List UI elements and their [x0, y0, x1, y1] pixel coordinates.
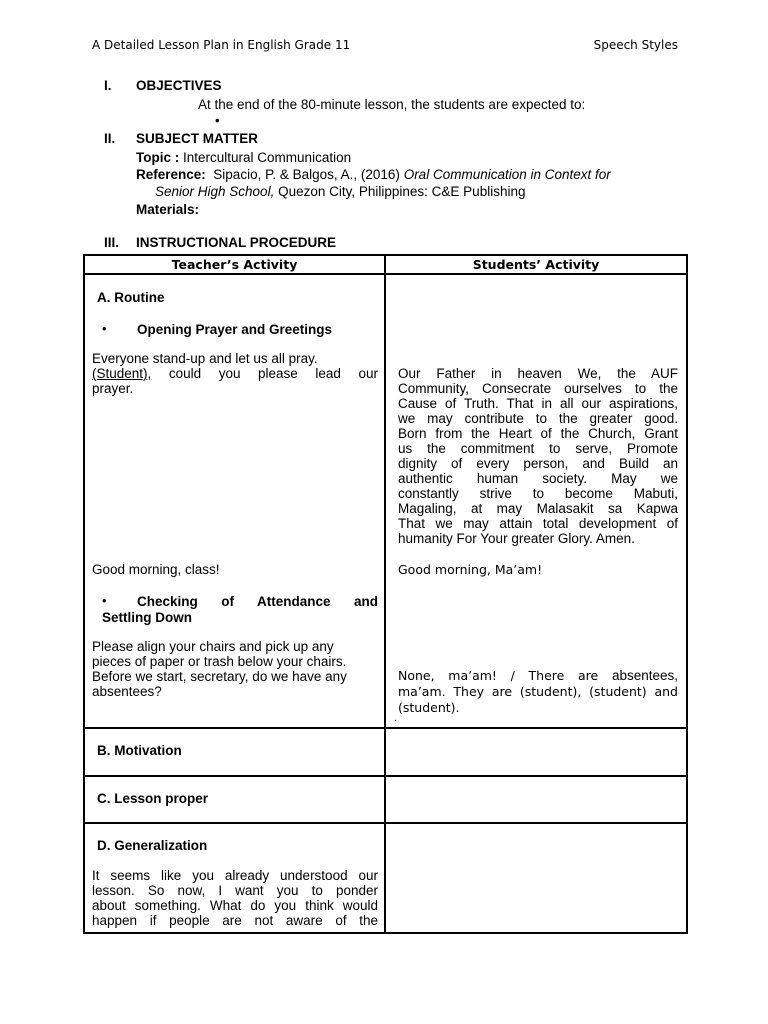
generalization-line: lesson. So now, I want you to ponder: [92, 883, 378, 898]
motivation-heading: B. Motivation: [97, 743, 182, 758]
objectives-bullet: •: [215, 113, 220, 128]
reference-line-2: [155, 183, 525, 200]
student-attendance-line-2: ma’am. They are (student), (student) and: [398, 684, 678, 699]
generalization-heading: D. Generalization: [97, 838, 208, 853]
teacher-attendance-line-3: Before we start, secretary, do we have any: [92, 669, 347, 684]
lesson-proper-student-cell: [385, 776, 687, 823]
student-attendance-line-3: (student).: [398, 700, 460, 715]
subject-matter-numeral: II.: [104, 131, 116, 146]
document-header-topic: Speech Styles: [593, 38, 678, 52]
student-prayer-line: we may contribute to the greater good.: [398, 411, 678, 426]
objectives-numeral: I.: [104, 78, 112, 93]
teacher-prayer-line-2: (Student), could you please lead our: [92, 366, 378, 381]
student-prayer-line: Cause of Truth. That in all our aspirations,: [398, 396, 678, 411]
motivation-student-cell: [385, 728, 687, 776]
generalization-line: happen if people are not aware of the: [92, 913, 378, 928]
student-prayer-line: Community, Consecrate ourselves to the: [398, 381, 678, 396]
student-placeholder: (Student),: [92, 366, 152, 381]
objectives-text: At the end of the 80-minute lesson, the students are expected to:: [198, 97, 586, 112]
generalization-row: [84, 823, 687, 933]
student-prayer-line: dignity of every person, and Build an: [398, 456, 678, 471]
teacher-attendance-line-1: Please align your chairs and pick up any: [92, 639, 334, 654]
teacher-attendance-line-2: pieces of paper or trash below your chairs.: [92, 654, 347, 669]
routine-heading: A. Routine: [97, 290, 165, 305]
bullet-icon: •: [102, 593, 107, 608]
attendance-heading-line-2: Settling Down: [102, 610, 192, 625]
prayer-heading: Opening Prayer and Greetings: [137, 322, 333, 337]
routine-teacher-cell: [84, 274, 385, 728]
motivation-teacher-cell: [84, 728, 385, 776]
bullet-icon: •: [102, 321, 107, 336]
materials-label: Materials:: [136, 202, 200, 217]
lesson-proper-row: [84, 776, 687, 823]
attendance-heading-line-1: Checking of Attendance and: [137, 594, 378, 609]
reference-title-part-2: Senior High School,: [155, 184, 275, 199]
lesson-proper-teacher-cell: [84, 776, 385, 823]
topic-label: Topic :: [136, 150, 180, 165]
student-prayer-line: constantly strive to become Mabuti,: [398, 486, 678, 501]
student-prayer-line: That we may attain total development of: [398, 516, 678, 531]
lesson-proper-heading: C. Lesson proper: [97, 791, 209, 806]
reference-publisher: Quezon City, Philippines: C&E Publishing: [278, 184, 526, 199]
generalization-line: It seems like you already understood our: [92, 868, 378, 883]
student-prayer-line: authentic human society. May we: [398, 471, 678, 486]
generalization-teacher-cell: [84, 823, 385, 933]
motivation-row: [84, 728, 687, 776]
student-attendance-line-1: None, ma’am! / There are absentees,: [398, 668, 678, 683]
procedure-heading: INSTRUCTIONAL PROCEDURE: [136, 235, 337, 250]
routine-student-cell: [385, 274, 687, 728]
routine-row: [84, 274, 687, 728]
subject-matter-heading: SUBJECT MATTER: [136, 131, 259, 146]
students-activity-header: Students’ Activity: [385, 255, 687, 274]
student-prayer-line: Magaling, at may Malasakit sa Kapwa: [398, 501, 678, 516]
student-prayer-line: humanity For Your greater Glory. Amen.: [398, 531, 635, 546]
generalization-student-cell: [385, 823, 687, 933]
teacher-attendance-line-4: absentees?: [92, 684, 162, 699]
reference-label: Reference:: [136, 167, 206, 182]
teacher-greeting: Good morning, class!: [92, 562, 220, 577]
student-prayer-line: Our Father in heaven We, the AUF: [398, 366, 678, 381]
student-prayer-line: Born from the Heart of the Church, Grant: [398, 426, 678, 441]
document-header-title: A Detailed Lesson Plan in English Grade 11: [92, 38, 351, 52]
student-greeting: Good morning, Ma’am!: [398, 562, 543, 577]
objectives-heading: OBJECTIVES: [136, 78, 222, 93]
teacher-prayer-line-3: prayer.: [92, 381, 134, 396]
reference-line-1: [136, 166, 611, 183]
procedure-table: [83, 254, 688, 934]
procedure-numeral: III.: [104, 235, 120, 250]
topic-line: [136, 149, 351, 166]
generalization-line: about something. What do you think would: [92, 898, 378, 913]
topic-value: Intercultural Communication: [183, 150, 352, 165]
stray-dot: .: [394, 712, 398, 724]
student-prayer-line: us the commitment to serve, Promote: [398, 441, 678, 456]
teacher-prayer-line-1: Everyone stand-up and let us all pray.: [92, 351, 318, 366]
reference-title-part-1: Oral Communication in Context for: [403, 167, 611, 182]
reference-authors: Sipacio, P. & Balgos, A., (2016): [213, 167, 400, 182]
teacher-activity-header: Teacher’s Activity: [84, 255, 385, 274]
